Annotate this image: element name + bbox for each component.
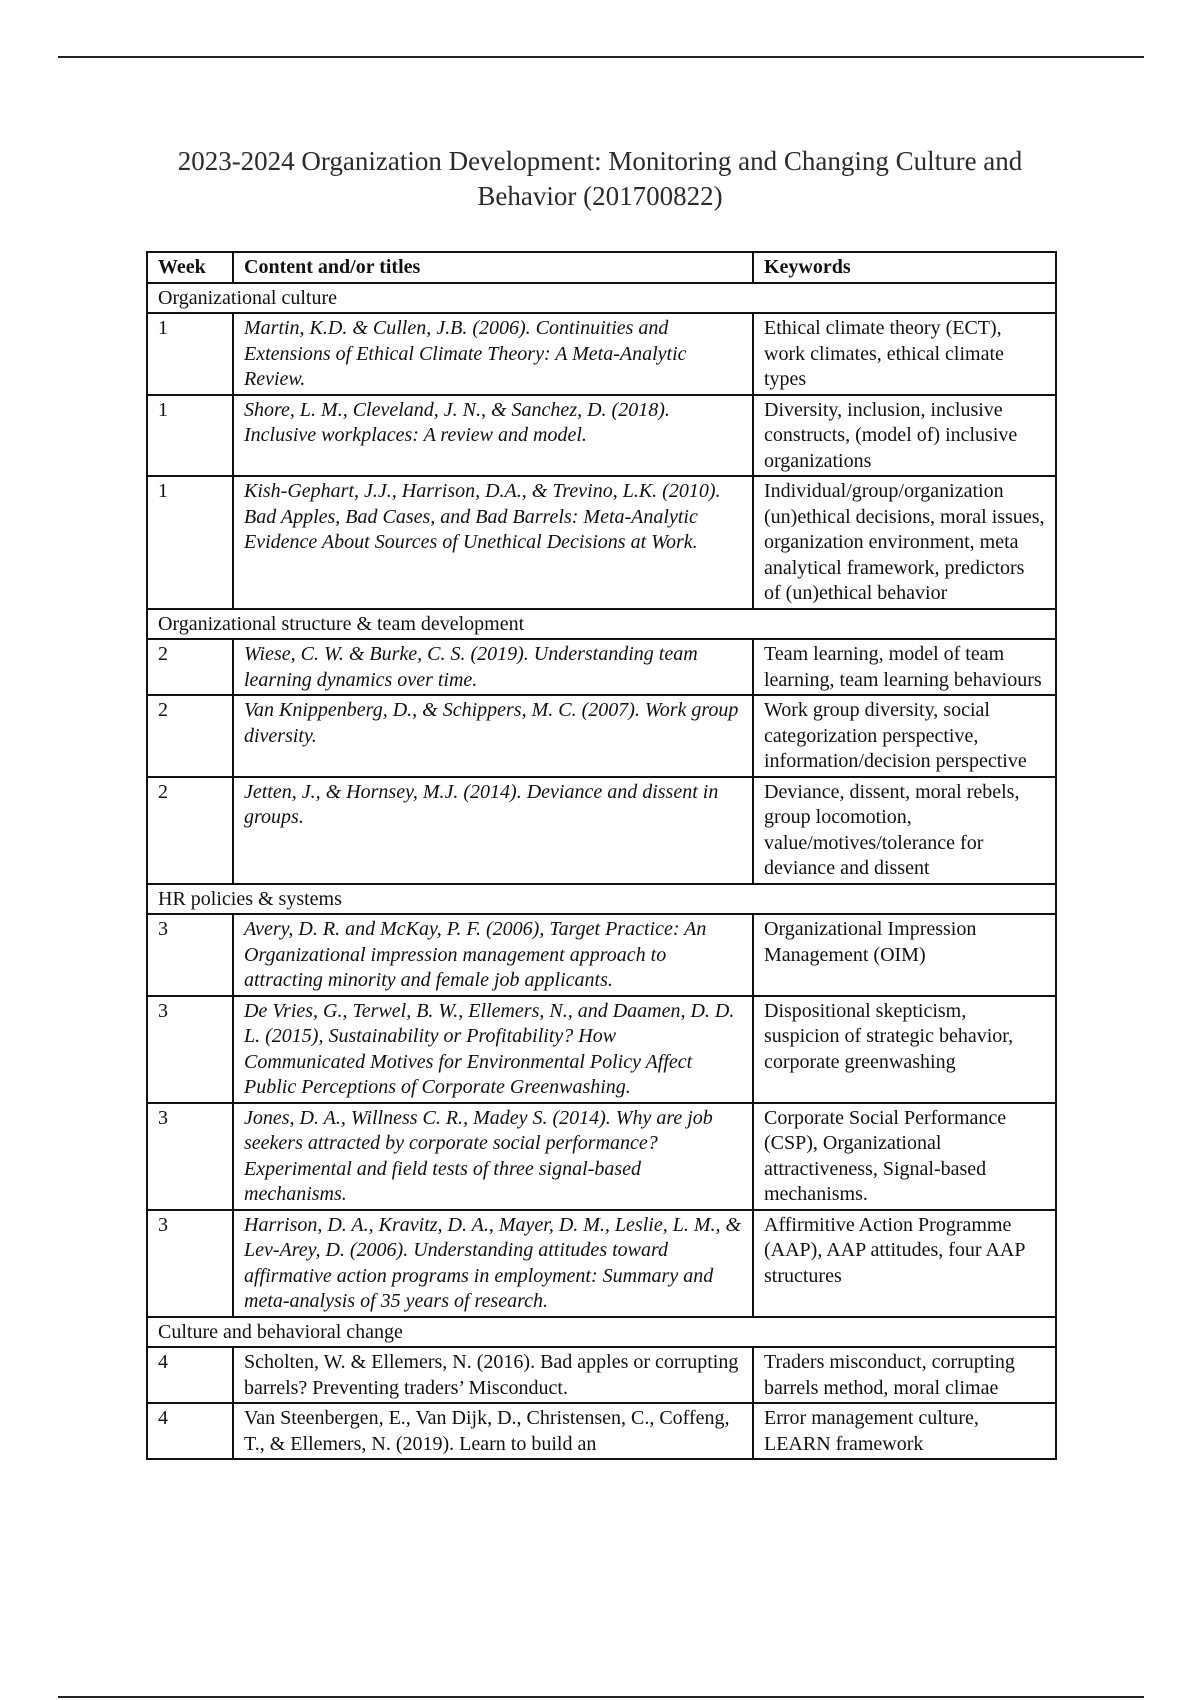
content-cell: Wiese, C. W. & Burke, C. S. (2019). Understanding team learning dynamics over time. (233, 639, 753, 695)
content-cell: De Vries, G., Terwel, B. W., Ellemers, N., and Daamen, D. D. L. (2015), Sustainability or Profitability? How Communicated Motives for Environmental Policy Affect Public Perceptions of Corporate Greenwashing. (233, 996, 753, 1103)
section-row (147, 884, 1056, 915)
section-title: Culture and behavioral change (147, 1317, 1056, 1348)
table-row (147, 695, 1056, 777)
content-cell: Van Knippenberg, D., & Schippers, M. C. (2007). Work group diversity. (233, 695, 753, 777)
section-title: Organizational culture (147, 283, 1056, 314)
table-row (147, 395, 1056, 477)
content-cell: Harrison, D. A., Kravitz, D. A., Mayer, D. M., Leslie, L. M., & Lev-Arey, D. (2006). Understanding attitudes toward affirmative action programs in employment: Summary and meta-analysis of 35 years of research. (233, 1210, 753, 1317)
table-row (147, 996, 1056, 1103)
week-cell: 4 (147, 1403, 233, 1459)
keywords-cell: Dispositional skepticism, suspicion of strategic behavior, corporate greenwashing (753, 996, 1056, 1103)
document-title (100, 144, 1100, 214)
header-week: Week (147, 252, 233, 283)
keywords-cell: Corporate Social Performance (CSP), Organizational attractiveness, Signal-based mechanisms. (753, 1103, 1056, 1210)
content-cell: Martin, K.D. & Cullen, J.B. (2006). Continuities and Extensions of Ethical Climate Theory: A Meta-Analytic Review. (233, 313, 753, 395)
week-cell: 3 (147, 996, 233, 1103)
week-cell: 2 (147, 639, 233, 695)
table-row (147, 476, 1056, 609)
section-row (147, 1317, 1056, 1348)
week-cell: 3 (147, 1210, 233, 1317)
section-title: Organizational structure & team development (147, 609, 1056, 640)
reading-schedule-table (146, 251, 1057, 1460)
keywords-cell: Diversity, inclusion, inclusive constructs, (model of) inclusive organizations (753, 395, 1056, 477)
week-cell: 4 (147, 1347, 233, 1403)
document-title-line-1: 2023-2024 Organization Development: Monitoring and Changing Culture and (177, 146, 1023, 176)
table-row (147, 639, 1056, 695)
table-row (147, 777, 1056, 884)
keywords-cell: Individual/group/organization (un)ethical decisions, moral issues, organization environment, meta analytical framework, predictors of (un)ethical behavior (753, 476, 1056, 609)
keywords-cell: Organizational Impression Management (OIM) (753, 914, 1056, 996)
content-cell: Van Steenbergen, E., Van Dijk, D., Christensen, C., Coffeng, T., & Ellemers, N. (2019). Learn to build an (233, 1403, 753, 1459)
section-title: HR policies & systems (147, 884, 1056, 915)
week-cell: 3 (147, 1103, 233, 1210)
week-cell: 1 (147, 313, 233, 395)
table-row (147, 914, 1056, 996)
document-title-line-2: Behavior (201700822) (477, 181, 723, 211)
section-row (147, 609, 1056, 640)
content-cell: Shore, L. M., Cleveland, J. N., & Sanchez, D. (2018). Inclusive workplaces: A review and model. (233, 395, 753, 477)
table-header-row (147, 252, 1056, 283)
content-cell: Kish-Gephart, J.J., Harrison, D.A., & Trevino, L.K. (2010). Bad Apples, Bad Cases, and Bad Barrels: Meta-Analytic Evidence About Sources of Unethical Decisions at Work. (233, 476, 753, 609)
keywords-cell: Team learning, model of team learning, team learning behaviours (753, 639, 1056, 695)
content-cell: Scholten, W. & Ellemers, N. (2016). Bad apples or corrupting barrels? Preventing traders’ Misconduct. (233, 1347, 753, 1403)
table-row (147, 1103, 1056, 1210)
week-cell: 1 (147, 395, 233, 477)
header-keywords: Keywords (753, 252, 1056, 283)
header-content: Content and/or titles (233, 252, 753, 283)
table-row (147, 1403, 1056, 1459)
keywords-cell: Deviance, dissent, moral rebels, group locomotion, value/motives/tolerance for deviance and dissent (753, 777, 1056, 884)
content-cell: Jones, D. A., Willness C. R., Madey S. (2014). Why are job seekers attracted by corporate social performance? Experimental and field tests of three signal-based mechanisms. (233, 1103, 753, 1210)
week-cell: 2 (147, 777, 233, 884)
keywords-cell: Work group diversity, social categorization perspective, information/decision perspective (753, 695, 1056, 777)
top-rule (58, 56, 1144, 58)
section-row (147, 283, 1056, 314)
bottom-rule (58, 1696, 1144, 1698)
table-row (147, 313, 1056, 395)
table-row (147, 1347, 1056, 1403)
week-cell: 1 (147, 476, 233, 609)
keywords-cell: Traders misconduct, corrupting barrels method, moral climae (753, 1347, 1056, 1403)
table-row (147, 1210, 1056, 1317)
week-cell: 2 (147, 695, 233, 777)
keywords-cell: Affirmitive Action Programme (AAP), AAP attitudes, four AAP structures (753, 1210, 1056, 1317)
week-cell: 3 (147, 914, 233, 996)
content-cell: Avery, D. R. and McKay, P. F. (2006), Target Practice: An Organizational impression management approach to attracting minority and female job applicants. (233, 914, 753, 996)
keywords-cell: Ethical climate theory (ECT), work climates, ethical climate types (753, 313, 1056, 395)
content-cell: Jetten, J., & Hornsey, M.J. (2014). Deviance and dissent in groups. (233, 777, 753, 884)
keywords-cell: Error management culture, LEARN framework (753, 1403, 1056, 1459)
